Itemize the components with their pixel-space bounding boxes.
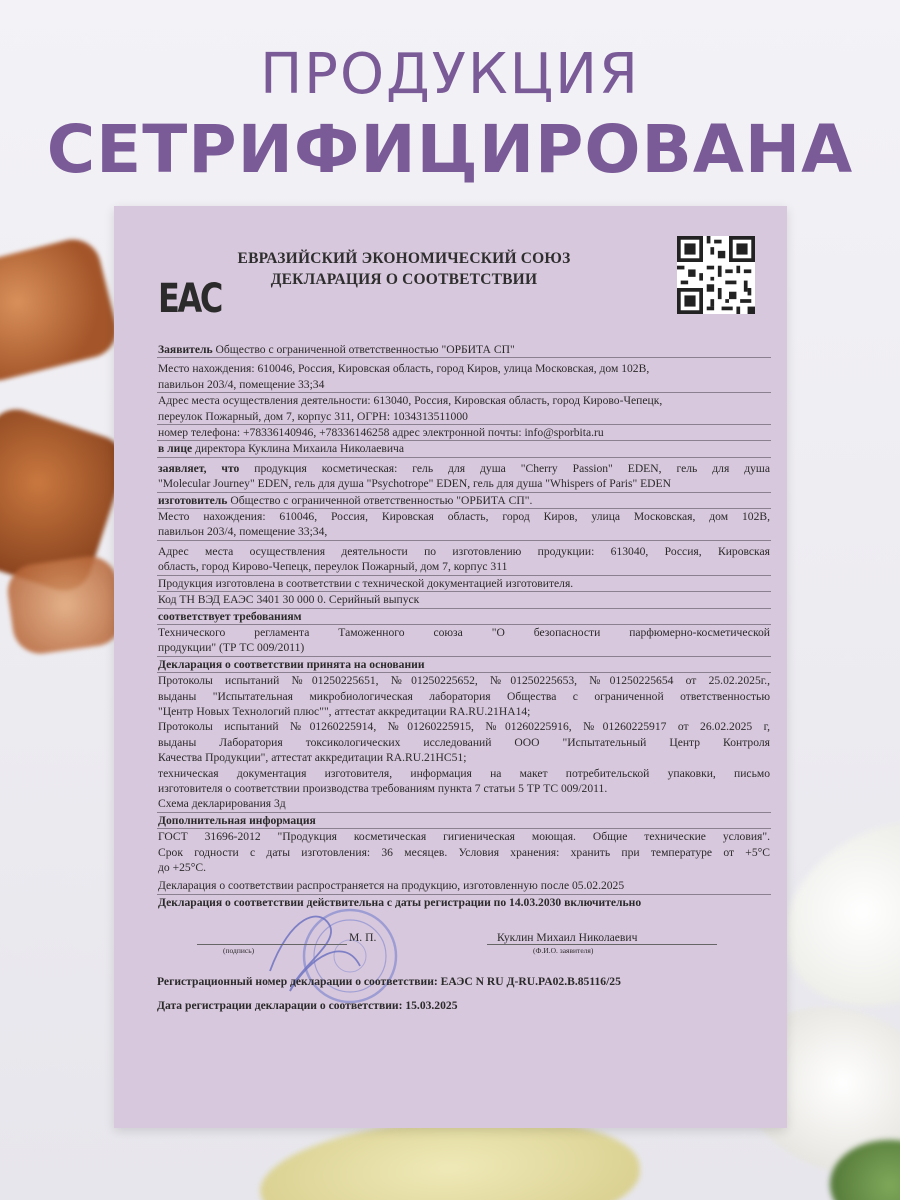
page-headline: [0, 40, 900, 190]
signer-caption: (Ф.И.О. заявителя): [533, 946, 594, 955]
document-body: [157, 342, 771, 910]
title-line1: ЕВРАЗИЙСКИЙ ЭКОНОМИЧЕСКИЙ СОЮЗ: [237, 250, 571, 267]
eac-logo: EAC: [158, 276, 221, 322]
person-label: в лице: [158, 442, 193, 456]
maker-location-line1: Место нахождения: 610046, Россия, Кировская область, город Киров, улица Московская, дом 102В,: [158, 510, 770, 524]
maker-value: Общество с ограниченной ответственностью "ОРБИТА СП".: [230, 493, 533, 507]
extra-label: Дополнительная информация: [157, 813, 771, 829]
maker-address-line1: Адрес места осуществления деятельности по изготовлению продукции: 613040, Россия, Кировская: [158, 544, 770, 558]
basis-label: Декларация о соответствии принята на основании: [157, 657, 771, 673]
maker-location-line2: павильон 203/4, помещение 33;34,: [157, 524, 771, 540]
tn-ved-line: Код ТН ВЭД ЕАЭС 3401 30 000 0. Серийный выпуск: [157, 592, 771, 608]
registration-number: Регистрационный номер декларации о соответствии: ЕАЭС N RU Д-RU.PA02.B.85116/25: [157, 975, 621, 988]
maker-address-line2: область, город Кирово-Чепецк, переулок Пожарный, дом 7, корпус 311: [157, 559, 771, 575]
signature-line: [197, 944, 347, 945]
declaration-document: [114, 206, 787, 1128]
basis-line6: Качества Продукции", аттестат аккредитации RA.RU.21НС51;: [158, 751, 467, 765]
applicant-label: Заявитель: [158, 343, 213, 356]
person-value: директора Куклина Михаила Николаевича: [195, 442, 405, 456]
basis-line2: выданы "Испытательная микробиологическая лаборатория Общества с ограниченной ответственностью: [158, 689, 770, 703]
location-line2: павильон 203/4, помещение 33;34: [157, 377, 771, 393]
activity-line2: переулок Пожарный, дом 7, корпус 311, ОГРН: 1034313511000: [157, 409, 771, 425]
declares-line2: "Molecular Journey" EDEN, гель для душа "Psychotrope" EDEN, гель для душа "Whispers of Paris" EDEN: [157, 476, 771, 492]
complies-line2: продукции" (ТР ТС 009/2011): [157, 640, 771, 656]
person-row: [157, 441, 771, 457]
title-line2: ДЕКЛАРАЦИЯ О СООТВЕТСТВИИ: [270, 271, 538, 288]
phone-line: номер телефона: +78336140946, +78336146258 адрес электронной почты: info@sporbita.ru: [157, 425, 771, 441]
headline-line2: СЕТРИФИЦИРОВАНА: [46, 111, 854, 188]
basis-line5: выданы Лаборатория токсикологических исследований ООО "Испытательный Центр Контроля: [158, 735, 770, 749]
location-line1: Место нахождения: 610046, Россия, Кировская область, город Киров, улица Московская, дом 102В,: [158, 362, 650, 376]
complies-line1: Технического регламента Таможенного союза "О безопасности парфюмерно-косметической: [158, 625, 770, 639]
valid-line: Декларация о соответствии действительна с даты регистрации по 14.03.2030 включительно: [158, 895, 642, 909]
declares-line1: продукция косметическая: гель для душа "Cherry Passion" EDEN, гель для душа: [254, 461, 770, 475]
caramel-decor: [4, 553, 125, 657]
signer-name: Куклин Михаил Николаевич: [497, 931, 638, 944]
basis-line8: изготовителя о соответствии производства требованиям пункта 7 статьи 5 ТР ТС 009/2011.: [158, 781, 608, 795]
applicant-value: Общество с ограниченной ответственностью "ОРБИТА СП": [215, 343, 515, 356]
applies-line: Декларация о соответствии распространяется на продукцию, изготовленную после 05.02.2025: [157, 878, 771, 894]
headline-line1: ПРОДУКЦИЯ: [260, 42, 640, 107]
qr-code-icon: [677, 236, 755, 314]
signature-caption: (подпись): [223, 946, 255, 955]
declares-row: [157, 461, 771, 476]
maker-row: [157, 493, 771, 509]
activity-line1: Адрес места осуществления деятельности: 613040, Россия, Кировская область, город Кирово-Чепецк,: [158, 394, 663, 408]
maker-label: изготовитель: [158, 493, 228, 507]
caramel-decor: [0, 234, 122, 387]
basis-line1: Протоколы испытаний №01250225651, №01250225652, №01250225653, №01250225654 от 25.02.2025г.,: [158, 674, 770, 688]
made-per-line: Продукция изготовлена в соответствии с технической документацией изготовителя.: [157, 576, 771, 592]
registration-date: Дата регистрации декларации о соответствии: 15.03.2025: [157, 999, 458, 1012]
applicant-row: [157, 342, 771, 358]
complies-label: соответствует требованиям: [157, 609, 771, 625]
stamp-mark: М. П.: [349, 931, 377, 944]
document-title: [234, 248, 574, 290]
declares-label: заявляет, что: [158, 461, 240, 475]
extra-line1: ГОСТ 31696-2012 "Продукция косметическая гигиеническая моющая. Общие технические условия".: [158, 830, 770, 844]
extra-line2: Срок годности с даты изготовления: 36 месяцев. Условия хранения: хранить при температуре от +5°С: [158, 845, 770, 859]
scheme-line: Схема декларирования 3д: [157, 796, 771, 812]
basis-line3: "Центр Новых Технологий плюс"", аттестат аккредитации RA.RU.21НА14;: [158, 704, 531, 718]
extra-line3: до +25°С.: [158, 861, 206, 874]
basis-line7: техническая документация изготовителя, информация на макет потребительской упаковки, письмо: [158, 766, 770, 780]
basis-line4: Протоколы испытаний №01260225914, №01260225915, №01260225916, №01260225917 от 26.02.2025 г,: [158, 720, 770, 734]
